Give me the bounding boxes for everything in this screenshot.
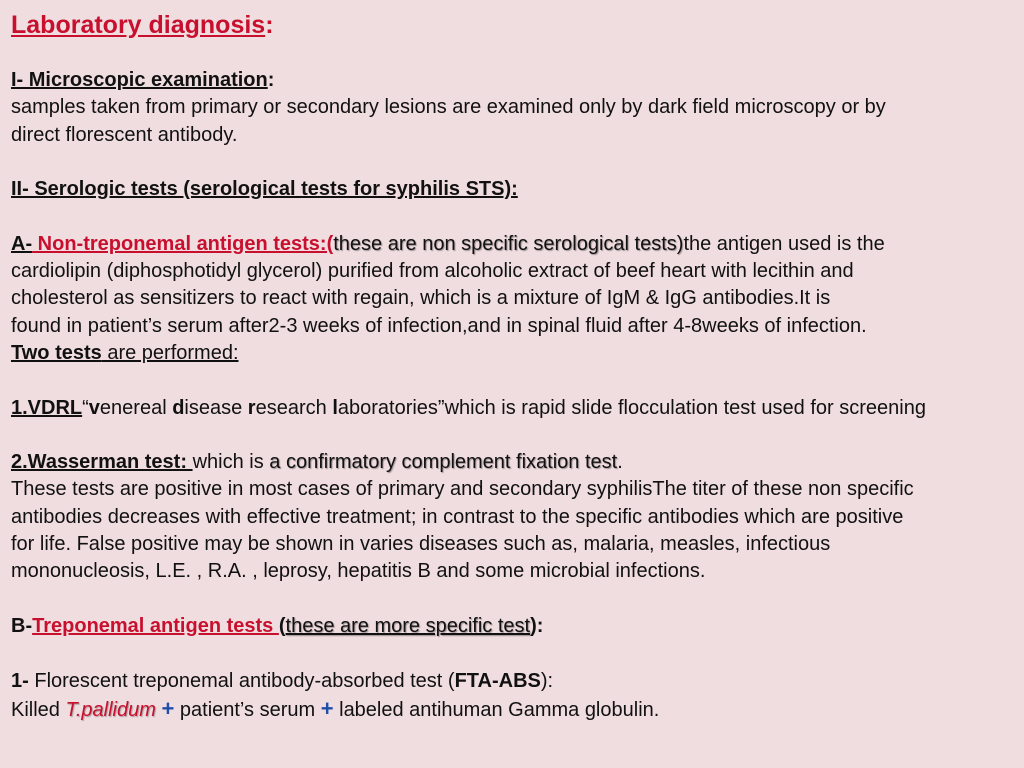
nontreponemal-line-1	[11, 231, 1024, 258]
serologic-heading	[11, 176, 1024, 203]
vdrl-v: v	[88, 396, 100, 419]
spacer	[11, 367, 1024, 394]
vdrl-open-quote: “	[82, 396, 89, 419]
wasserman-line-2: These tests are positive in most cases of primary and secondary syphilisThe titer of these non specific	[11, 478, 914, 501]
wasserman-line-1	[11, 449, 1024, 476]
treponemal-heading-text: Treponemal antigen tests	[32, 614, 279, 637]
spacer	[11, 149, 1024, 176]
title-colon: :	[265, 11, 274, 39]
treponemal-open: (	[278, 614, 286, 637]
nontreponemal-heading: Non-treponemal antigen tests:(	[32, 232, 334, 255]
nontreponemal-note: these are non specific serological tests)	[333, 232, 684, 255]
microscopic-line-2: direct florescent antibody.	[11, 123, 238, 146]
serologic-heading-text: II- Serologic tests (serological tests for syphilis STS):	[11, 178, 518, 201]
spacer	[11, 422, 1024, 449]
treponemal-close: ):	[530, 614, 544, 637]
fta-text: Florescent treponemal antibody-absorbed test (	[28, 669, 455, 692]
plus-icon: +	[161, 695, 175, 721]
two-tests-label: Two tests	[11, 341, 102, 364]
fta-reagents-line	[11, 695, 1024, 722]
wasserman-which: which is	[192, 451, 270, 474]
treponemal-note: these are more specific test	[285, 614, 531, 637]
fta-number: 1-	[11, 669, 29, 692]
plus-icon: +	[320, 695, 334, 721]
spacer	[11, 203, 1024, 230]
nontreponemal-line-4: found in patient’s serum after2-3 weeks of infection,and in spinal fluid after 4-8weeks of infection.	[11, 314, 867, 337]
page-title	[11, 8, 1024, 42]
vdrl-d-rest: isease	[184, 396, 248, 419]
two-tests-line	[11, 340, 1024, 367]
spacer	[11, 640, 1024, 667]
vdrl-v-rest: enereal	[99, 396, 173, 419]
fta-killed: Killed	[11, 698, 66, 721]
wasserman-desc: a confirmatory complement fixation test	[269, 451, 618, 474]
fta-serum: patient’s serum	[174, 698, 321, 721]
wasserman-line-5: mononucleosis, L.E. , R.A. , leprosy, hepatitis B and some microbial infections.	[11, 560, 706, 583]
wasserman-period: .	[617, 451, 623, 474]
vdrl-r: r	[247, 396, 256, 419]
fta-organism: T.pallidum	[65, 698, 156, 721]
nontreponemal-line-2: cardiolipin (diphosphotidyl glycerol) purified from alcoholic extract of beef heart with lecithin and	[11, 260, 854, 283]
wasserman-label: 2.Wasserman test:	[11, 451, 193, 474]
vdrl-l-rest: aboratories”which is rapid slide flocculation test used for screening	[337, 396, 926, 419]
spacer	[11, 586, 1024, 613]
fta-close: ):	[540, 669, 554, 692]
nontreponemal-line-1-rest: the antigen used is the	[683, 232, 885, 255]
fta-abbr: FTA-ABS	[454, 669, 541, 692]
fta-labeled: labeled antihuman Gamma globulin.	[333, 698, 660, 721]
fta-line	[11, 668, 1024, 695]
vdrl-label: 1.VDRL	[11, 396, 83, 419]
nontreponemal-prefix: A-	[11, 232, 33, 255]
performed-text: are performed:	[101, 341, 239, 364]
microscopic-heading	[11, 67, 1024, 94]
slide-content	[11, 8, 1024, 722]
microscopic-line-1: samples taken from primary or secondary lesions are examined only by dark field microscopy or by	[11, 96, 886, 119]
wasserman-line-3: antibodies decreases with effective treatment; in contrast to the specific antibodies which are positive	[11, 505, 904, 528]
vdrl-l: l	[332, 396, 338, 419]
title-text: Laboratory diagnosis	[11, 11, 266, 39]
microscopic-heading-text: I- Microscopic examination	[11, 69, 268, 91]
vdrl-r-rest: esearch	[255, 396, 333, 419]
wasserman-line-4: for life. False positive may be shown in varies diseases such as, malaria, measles, infectious	[11, 533, 831, 556]
treponemal-heading	[11, 613, 1024, 640]
vdrl-line	[11, 395, 1024, 422]
vdrl-d: d	[172, 396, 185, 419]
nontreponemal-line-3: cholesterol as sensitizers to react with regain, which is a mixture of IgM & IgG antibodies.It is	[11, 287, 831, 310]
microscopic-heading-colon: :	[267, 69, 275, 91]
treponemal-prefix: B-	[11, 614, 33, 637]
